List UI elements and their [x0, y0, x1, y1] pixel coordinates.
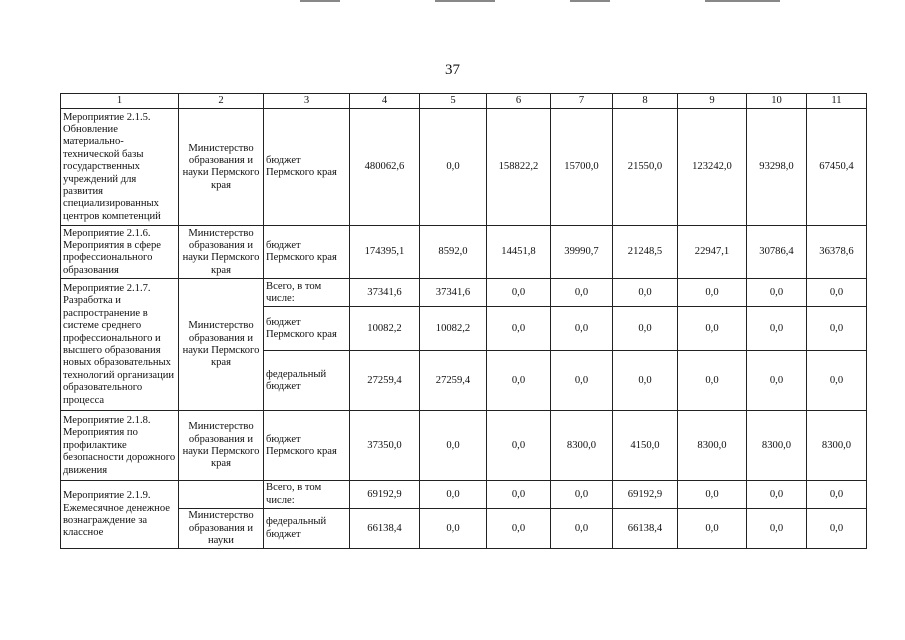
amount-cell: 0,0 [613, 351, 678, 411]
amount-cell: 27259,4 [350, 351, 420, 411]
amount-cell: 4150,0 [613, 411, 678, 481]
scan-artifact [300, 0, 340, 2]
funding-source-cell: бюджет Пермского края [264, 226, 350, 279]
amount-cell: 0,0 [747, 351, 807, 411]
activity-cell: Мероприятие 2.1.6. Мероприятия в сфере профессионального образования [61, 226, 179, 279]
amount-cell: 37341,6 [420, 279, 487, 307]
amount-cell: 0,0 [747, 509, 807, 549]
budget-table [60, 93, 867, 549]
amount-cell: 10082,2 [350, 307, 420, 351]
amount-cell: 22947,1 [678, 226, 747, 279]
table-row [61, 411, 867, 481]
amount-cell: 0,0 [747, 307, 807, 351]
amount-cell: 0,0 [678, 279, 747, 307]
header-cell: 6 [487, 94, 551, 109]
amount-cell: 0,0 [487, 509, 551, 549]
scan-artifact [705, 0, 780, 2]
amount-cell: 0,0 [807, 509, 867, 549]
table-row [61, 481, 867, 509]
funding-source-cell: бюджет Пермского края [264, 307, 350, 351]
table-row [61, 279, 867, 307]
amount-cell: 0,0 [551, 351, 613, 411]
amount-cell: 8300,0 [551, 411, 613, 481]
amount-cell: 0,0 [487, 279, 551, 307]
header-row [61, 94, 867, 109]
funding-source-cell: федеральный бюджет [264, 509, 350, 549]
funding-source-cell: Всего, в том числе: [264, 279, 350, 307]
funding-source-cell: бюджет Пермского края [264, 109, 350, 226]
table-row [61, 109, 867, 226]
amount-cell: 0,0 [807, 279, 867, 307]
amount-cell: 21550,0 [613, 109, 678, 226]
table-body [61, 94, 867, 549]
responsible-cell: Министерство образования и науки Пермского края [179, 411, 264, 481]
amount-cell: 0,0 [551, 279, 613, 307]
amount-cell: 8300,0 [747, 411, 807, 481]
amount-cell: 0,0 [747, 481, 807, 509]
amount-cell: 0,0 [678, 351, 747, 411]
amount-cell: 123242,0 [678, 109, 747, 226]
table-row [61, 509, 867, 549]
amount-cell: 69192,9 [350, 481, 420, 509]
responsible-cell: Министерство образования и науки Пермского края [179, 109, 264, 226]
header-cell: 1 [61, 94, 179, 109]
amount-cell: 0,0 [420, 509, 487, 549]
amount-cell: 0,0 [487, 481, 551, 509]
amount-cell: 0,0 [487, 411, 551, 481]
amount-cell: 0,0 [613, 279, 678, 307]
header-cell: 9 [678, 94, 747, 109]
header-cell: 11 [807, 94, 867, 109]
responsible-cell [179, 481, 264, 509]
amount-cell: 0,0 [807, 481, 867, 509]
amount-cell: 0,0 [807, 351, 867, 411]
amount-cell: 37350,0 [350, 411, 420, 481]
amount-cell: 0,0 [420, 109, 487, 226]
activity-cell: Мероприятие 2.1.7. Разработка и распространение в системе среднего профессионального и высшего образования новых образовательных технологий организации образовательного процесса [61, 279, 179, 411]
amount-cell: 14451,8 [487, 226, 551, 279]
responsible-cell: Министерство образования и науки Пермского края [179, 226, 264, 279]
amount-cell: 8592,0 [420, 226, 487, 279]
amount-cell: 30786,4 [747, 226, 807, 279]
amount-cell: 8300,0 [807, 411, 867, 481]
amount-cell: 174395,1 [350, 226, 420, 279]
scan-artifact [570, 0, 610, 2]
amount-cell: 0,0 [551, 509, 613, 549]
amount-cell: 27259,4 [420, 351, 487, 411]
amount-cell: 0,0 [678, 307, 747, 351]
amount-cell: 0,0 [678, 509, 747, 549]
activity-cell: Мероприятие 2.1.9. Ежемесячное денежное вознаграждение за классное [61, 481, 179, 549]
amount-cell: 0,0 [807, 307, 867, 351]
responsible-cell: Министерство образования и науки Пермского края [179, 279, 264, 411]
activity-cell: Мероприятие 2.1.5. Обновление материально-технической базы государственных учреждений для развития специализированных центров компетенций [61, 109, 179, 226]
amount-cell: 0,0 [487, 307, 551, 351]
amount-cell: 158822,2 [487, 109, 551, 226]
amount-cell: 0,0 [420, 481, 487, 509]
amount-cell: 93298,0 [747, 109, 807, 226]
header-cell: 3 [264, 94, 350, 109]
amount-cell: 0,0 [678, 481, 747, 509]
header-cell: 4 [350, 94, 420, 109]
scan-artifact [435, 0, 495, 2]
funding-source-cell: бюджет Пермского края [264, 411, 350, 481]
amount-cell: 0,0 [613, 307, 678, 351]
amount-cell: 37341,6 [350, 279, 420, 307]
amount-cell: 0,0 [551, 481, 613, 509]
header-cell: 5 [420, 94, 487, 109]
amount-cell: 0,0 [551, 307, 613, 351]
amount-cell: 67450,4 [807, 109, 867, 226]
amount-cell: 0,0 [420, 411, 487, 481]
header-cell: 7 [551, 94, 613, 109]
amount-cell: 36378,6 [807, 226, 867, 279]
amount-cell: 66138,4 [350, 509, 420, 549]
amount-cell: 21248,5 [613, 226, 678, 279]
amount-cell: 39990,7 [551, 226, 613, 279]
header-cell: 8 [613, 94, 678, 109]
funding-source-cell: Всего, в том числе: [264, 481, 350, 509]
header-cell: 10 [747, 94, 807, 109]
activity-cell: Мероприятие 2.1.8. Мероприятия по профилактике безопасности дорожного движения [61, 411, 179, 481]
amount-cell: 66138,4 [613, 509, 678, 549]
amount-cell: 69192,9 [613, 481, 678, 509]
amount-cell: 15700,0 [551, 109, 613, 226]
amount-cell: 0,0 [747, 279, 807, 307]
funding-source-cell: федеральный бюджет [264, 351, 350, 411]
header-cell: 2 [179, 94, 264, 109]
page-number: 37 [445, 62, 460, 78]
amount-cell: 10082,2 [420, 307, 487, 351]
responsible-cell: Министерство образования и науки [179, 509, 264, 549]
amount-cell: 0,0 [487, 351, 551, 411]
table-row [61, 226, 867, 279]
amount-cell: 480062,6 [350, 109, 420, 226]
amount-cell: 8300,0 [678, 411, 747, 481]
